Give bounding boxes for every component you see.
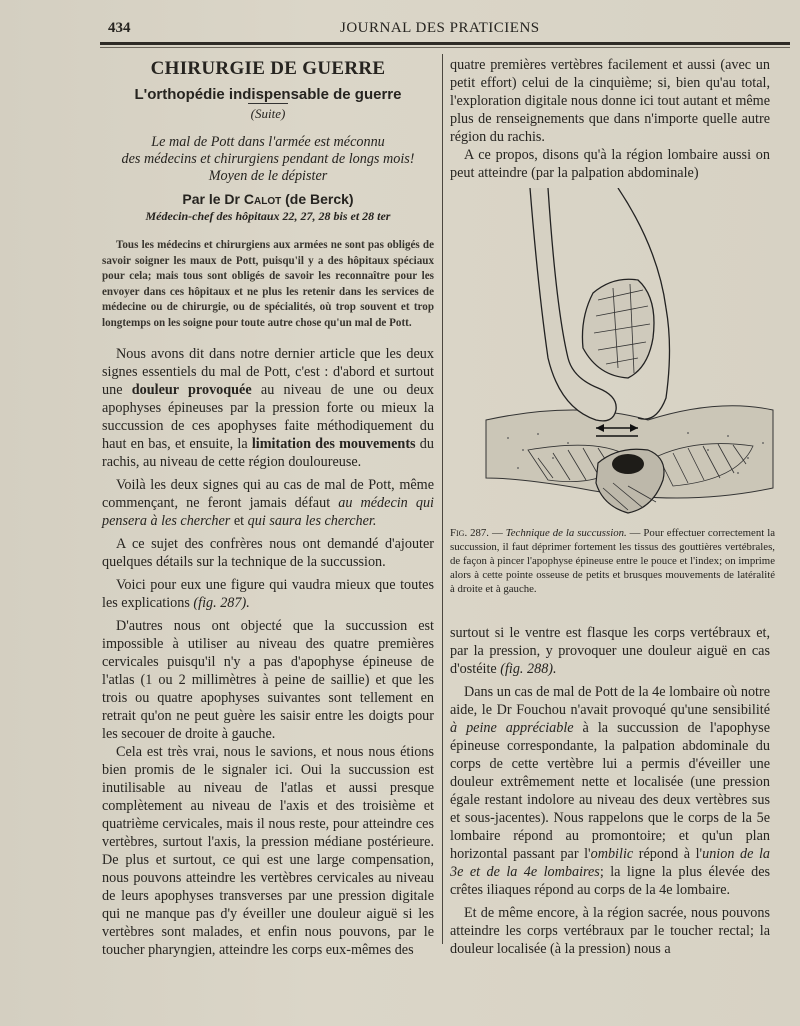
article-suite: (Suite) (250, 106, 286, 121)
paragraph: A ce propos, disons qu'à la région lombaire aussi on peut atteindre (par la palpation abdominale) (450, 147, 770, 181)
subtitle-line: Le mal de Pott dans l'armée est méconnu (151, 134, 385, 150)
figure-287-illustration (478, 188, 776, 518)
emphasis: limitation des mouvements (251, 436, 416, 452)
paragraph: quatre premières vertèbres facilement et aussi (avec un petit effort) celui de la cinquième; si, bien qu'au total, l'exploration digitale nous donne ici tout autant et même plus de renseignements que dans n'importe quelle autre région du rachis. (450, 57, 770, 145)
paragraph: D'autres nous ont objecté que la succussion est impossible à utiliser au niveau des quatre premières cervicales puisqu'il n'y a pas d'apophyse épineuse de l'atlas (1 ou 2 millimètres à peine de saillie) et que les trois ou quatre apophyses suivantes sont tellement en retrait qu'on ne peut guère les saisir entre les doigts pour les secouer de droite à gauche. (102, 618, 434, 742)
byline-prefix: Par le Dr (182, 191, 244, 207)
running-title: JOURNAL DES PRATICIENS (340, 20, 540, 36)
figure-label: Fig. 287. (450, 527, 490, 539)
article-subtitle (102, 134, 434, 185)
byline (102, 191, 434, 207)
paragraph: Cela est très vrai, nous le savions, et nous nous étions bien promis de le signaler ici. Oui la succussion est inutilisable au niveau de l'atlas et aussi presque complètement au niveau de l'axis et des troisième et quatrième cervicales, mais il nous reste, pour atteindre ces vertèbres, surtout l'axis, la pression médiane postérieure. De plus et surtout, ce qui est une large compensation, nous pouvons atteindre les vertèbres cervicales au niveau de leurs apophyses transverses par une pression digitale qui ne manque pas d'y éveiller une douleur aiguë si les vertèbres sont malades, et enfin nous pouvons, par le toucher pharyngien, atteindre les corps eux-mêmes des (102, 744, 434, 958)
paragraph: Et de même encore, à la région sacrée, nous pouvons atteindre les corps vertébraux par le toucher rectal; la douleur localisée (à la pression) nous a (450, 905, 770, 957)
header-rule-thin (100, 47, 790, 48)
caption-text: — Pour effectuer correctement la succussion, il faut déprimer fortement les tissus des gouttières vertébrales, de façon à pincer l'apophyse épineuse entre le pouce et l'index; on imprime alors à cette pointe osseuse de petits et brusques mouvements de latéralité à droite et à gauche. (450, 527, 776, 595)
title-rule (248, 103, 288, 104)
author-affiliation: Médecin-chef des hôpitaux 22, 27, 28 bis et 28 ter (145, 209, 391, 223)
subtitle-line: des médecins et chirurgiens pendant de longs mois! (121, 151, 415, 167)
figure-reference[interactable]: (fig. 287). (193, 595, 250, 611)
figure-caption: Fig. 287. — Technique de la succussion. — Pour effectuer correctement la succussion, il faut déprimer fortement les tissus des gouttières vertébrales, de façon à pincer l'apophyse épineuse entre le pouce et l'index; on imprime alors à cette pointe osseuse de petits et brusques mouvements de latéralité à droite et à gauche. (450, 527, 776, 595)
section-title: CHIRURGIE DE GUERRE (150, 58, 386, 79)
byline-suffix: (de Berck) (281, 191, 354, 207)
paragraph: surtout si le ventre est flasque les corps vertébraux et, par la pression, y provoquer une douleur aiguë en cas d'ostéite (fig. 288). (450, 625, 770, 677)
paragraph: Dans un cas de mal de Pott de la 4e lombaire où notre aide, le Dr Fouchou n'avait provoqué qu'une sensibilité à peine appréciable à la succussion de l'apophyse épineuse correspondante, la palpation abdominale du corps de cette vertèbre lui a permis d'éveiller une douleur extrêmement nette et localisée (une pression égale restant indolore au niveau des deux vertèbres sus et sous-jacentes). Nous rappelons que le corps de la 5e lombaire répond au promontoire; et qu'un plan horizontal passant par l'ombilic répond à l'union de la 3e et de la 4e lombaires; la ligne la plus élevée des crêtes iliaques répond au corps de la 4e lombaire. (450, 684, 771, 898)
figure-reference[interactable]: (fig. 288). (500, 661, 557, 677)
right-column-top (450, 56, 770, 182)
page-header (100, 18, 790, 40)
paragraph: Voici pour eux une figure qui vaudra mieux que toutes les explications (fig. 287). (102, 577, 434, 611)
abstract-text: Tous les médecins et chirurgiens aux armées ne sont pas obligés de savoir soigner les maux de Pott, puisqu'il y a des hôpitaux spéciaux pour cela; mais tous sont obligés de savoir les reconnaître pour les envoyer dans ces hôpitaux et ne plus les retenir dans les services de médecine ou de chirurgie, ou de spécialités, où trop souvent et trop longtemps on les soigne pour toute autre chose qu'un mal de Pott. (102, 239, 434, 329)
paragraph: Nous avons dit dans notre dernier article que les deux signes essentiels du mal de Pott, c'est : d'abord et surtout une douleur provoquée au niveau de une ou deux apophyses épineuses par la pression forte ou mieux la succussion de ces apophyses faite méthodiquement du haut en bas, et ensuite, la limitation des mouvements du rachis, au niveau de cette région douloureuse. (102, 346, 434, 470)
page-number: 434 (108, 20, 131, 36)
paragraph: A ce sujet des confrères nous ont demandé d'ajouter quelques détails sur la technique de la succussion. (102, 536, 434, 570)
caption-title: Technique de la succussion. (505, 527, 627, 539)
subtitle-line: Moyen de le dépister (208, 168, 328, 184)
emphasis: douleur provoquée (131, 382, 252, 398)
column-divider (442, 54, 443, 944)
author-name: Calot (243, 191, 282, 207)
left-column (102, 56, 434, 959)
article-title: L'orthopédie indispensable de guerre (134, 86, 402, 103)
paragraph: Voilà les deux signes qui au cas de mal de Pott, même commençant, ne feront jamais défaut au médecin qui pensera à les chercher et qui saura les chercher. (102, 477, 434, 529)
right-column-bottom (450, 624, 770, 958)
article-abstract (102, 238, 434, 331)
header-rule (100, 42, 790, 45)
